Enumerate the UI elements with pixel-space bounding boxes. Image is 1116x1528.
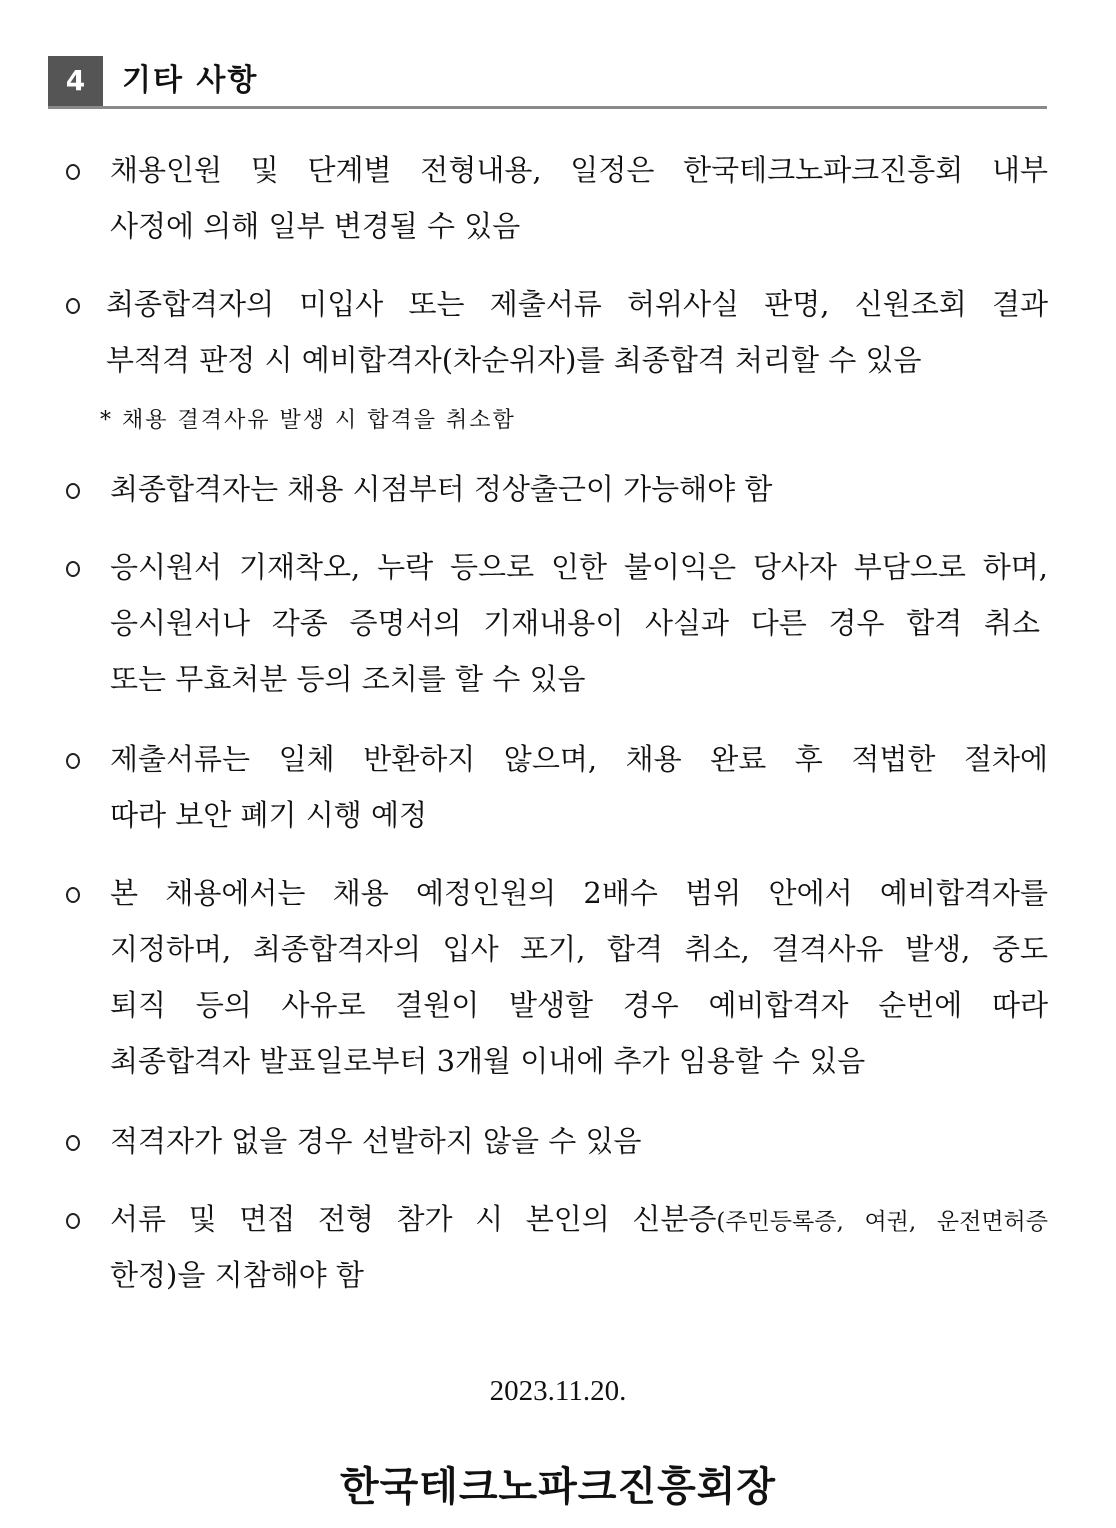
organization-signature: 한국테크노파크진흥회장 xyxy=(339,1464,777,1510)
section-number: 4 xyxy=(48,56,103,106)
item-line: 본 채용에서는 채용 예정인원의 2배수 범위 안에서 예비합격자를 xyxy=(110,876,1048,910)
circle-bullet-icon xyxy=(66,561,80,577)
item-line: 제출서류는 일체 반환하지 않으며, 채용 완료 후 적법한 절차에 xyxy=(110,742,1048,776)
circle-bullet-icon xyxy=(66,1135,80,1151)
document-date: 2023.11.20. xyxy=(489,1375,627,1407)
circle-bullet-icon xyxy=(66,483,80,499)
circle-bullet-icon xyxy=(66,753,80,769)
item-line: 지정하며, 최종합격자의 입사 포기, 합격 취소, 결격사유 발생, 중도 xyxy=(110,932,1048,966)
item-line: 최종합격자의 미입사 또는 제출서류 허위사실 판명, 신원조회 결과 xyxy=(106,287,1048,321)
item-line: 응시원서 기재착오, 누락 등으로 인한 불이익은 당사자 부담으로 하며, xyxy=(110,550,1048,584)
circle-bullet-icon xyxy=(66,887,80,903)
item-line-text: 서류 및 면접 전형 참가 시 본인의 신분증 xyxy=(110,1202,717,1236)
item-line xyxy=(110,1204,1048,1260)
item-line-small-text: (주민등록증, 여권, 운전면허증 xyxy=(716,1209,1048,1235)
item-line: 한정)을 지참해야 함 xyxy=(110,1258,364,1292)
item-line: 응시원서나 각종 증명서의 기재내용이 사실과 다른 경우 합격 취소 xyxy=(110,606,1040,640)
item-line: 적격자가 없을 경우 선발하지 않을 수 있음 xyxy=(110,1124,642,1158)
circle-bullet-icon xyxy=(66,298,80,314)
item-note: * 채용 결격사유 발생 시 합격을 취소함 xyxy=(100,408,516,433)
item-line: 사정에 의해 일부 변경될 수 있음 xyxy=(110,209,521,243)
item-line: 부적격 판정 시 예비합격자(차순위자)를 최종합격 처리할 수 있음 xyxy=(106,343,922,377)
item-line: 퇴직 등의 사유로 결원이 발생할 경우 예비합격자 순번에 따라 xyxy=(110,988,1048,1022)
section-title: 기타 사항 xyxy=(122,63,259,98)
item-line: 따라 보안 폐기 시행 예정 xyxy=(110,798,428,832)
section-header xyxy=(48,56,1047,109)
item-line: 최종합격자는 채용 시점부터 정상출근이 가능해야 함 xyxy=(110,472,773,506)
item-line: 최종합격자 발표일로부터 3개월 이내에 추가 임용할 수 있음 xyxy=(110,1044,866,1078)
circle-bullet-icon xyxy=(66,164,80,180)
item-line: 채용인원 및 단계별 전형내용, 일정은 한국테크노파크진흥회 내부 xyxy=(110,153,1048,187)
item-line: 또는 무효처분 등의 조치를 할 수 있음 xyxy=(110,662,586,696)
circle-bullet-icon xyxy=(66,1213,80,1229)
